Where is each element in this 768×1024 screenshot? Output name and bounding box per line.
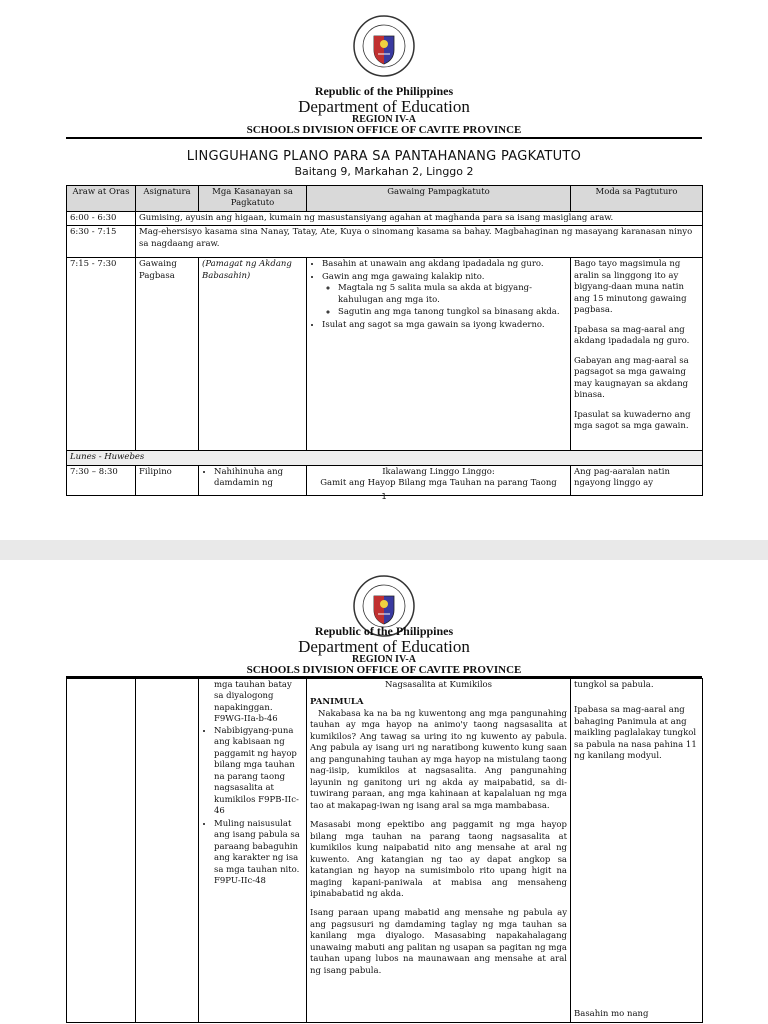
row-skill	[199, 465, 307, 495]
row-activities	[307, 258, 571, 451]
header-rule	[66, 137, 702, 139]
header-mode: Moda sa Pagtuturo	[571, 186, 703, 212]
region-label: REGION IV-A	[352, 654, 416, 665]
skill-continued: mga tauhan batay sa diyalogong napakinggan. F9WG-IIa-b-46	[214, 680, 292, 725]
mode-paragraph: Basahin mo nang	[574, 1008, 649, 1019]
mode-paragraph: Ipabasa sa mag-aaral ang bahaging Panimula at ang maikling paglalakay tungkol sa pabula na nasa pahina 11 ng kanilang modyul.	[574, 705, 697, 762]
mode-paragraph: Ipasulat sa kuwaderno ang mga sagot sa mga gawain.	[574, 409, 691, 432]
lesson-paragraph: Nakabasa ka na ba ng kuwentong ang mga pangunahing tauhan ay mga hayop na animo'y taong nagsasalita at kumikilos? Ang tawag sa uring ito ng kuwento ay pabula. Ang pabula ay isang uri ng naratibong kuwento kung saan ang pangunahing tauhan ay mga hayop na mistulang taong nag-iisip, kumikilos at nagsasalita. Ang pangunahing layunin ng ganitong uri ng akda ay maipabatid, sa di-tuwirang paraan, ang mga kahinaan at kapalaluan ng mga tao at makapag-iwan ng isang aral sa mga mambabasa.	[310, 708, 567, 811]
mode-paragraph: Ipabasa sa mag-aaral ang akdang ipadadala ng guro.	[574, 324, 690, 347]
mode-paragraph: Gabayan ang mag-aaral sa pagsagot sa mga gawaing may kaugnayan sa akdang binasa.	[574, 355, 689, 401]
department-title: Department of Education	[298, 97, 470, 116]
lesson-paragraph: Isang paraan upang mabatid ang mensahe ng pabula ay ang pagsusuri ng damdaming taglay ng mga tauhan sa kanilang mga diyalogo. Masasabing napakahalagang unawaing mabuti ang palitan ng usapan sa pagitan ng mga tauhan upang lubos na maunawaan ang mensahe at aral ng isang pabula.	[310, 908, 567, 976]
deped-seal-icon	[352, 14, 416, 78]
week-heading: Ikalawang Linggo Linggo:	[382, 466, 495, 477]
list-item: • Nabibigyang-puna ang kabisaan ng paggamit ng hayop bilang mga tauhan na parang taong nagsasalita at kumikilos F9PB-IIc-46	[214, 726, 303, 818]
division-label: SCHOOLS DIVISION OFFICE OF CAVITE PROVINCE	[246, 664, 522, 676]
row-time	[67, 679, 136, 1023]
table-row	[67, 679, 703, 1023]
division-label: SCHOOLS DIVISION OFFICE OF CAVITE PROVINCE	[246, 124, 522, 136]
lesson-heading: Gamit ang Hayop Bilang mga Tauhan na parang Taong	[320, 478, 557, 489]
plan-subtitle: Baitang 9, Markahan 2, Linggo 2	[294, 165, 474, 178]
page-gap	[0, 540, 768, 560]
republic-label: Republic of the Philippines	[314, 84, 454, 98]
row-mode	[571, 258, 703, 451]
row-activities	[307, 679, 571, 1023]
table-header-row	[67, 186, 703, 212]
table-row	[67, 211, 703, 225]
weekly-plan-table	[66, 185, 703, 496]
weekly-plan-table-continued	[66, 678, 703, 1023]
table-row	[67, 465, 703, 495]
table-row	[67, 258, 703, 451]
row-mode: Ang pag-aaralan natin ngayong linggo ay	[571, 465, 703, 495]
lesson-paragraph: Masasabi mong epektibo ang paggamit ng mga hayop bilang mga tauhan na parang taong nagsasalita at kumikilos kung naipabatid nito ang mensahe at aral ng kuwento. Ang katangian ng tao ay dapat angkop sa katangian ng hayop na sumisimbolo rito upang higit na maging kapani-paniwala at mabisa ang mensaheng ipinababatid ng akda.	[310, 820, 567, 899]
header-subject: Asignatura	[136, 186, 199, 212]
table-row	[67, 226, 703, 258]
row-skill	[199, 258, 307, 451]
list-item: • Basahin at unawain ang akdang ipadadala ng guro.	[322, 259, 567, 270]
row-time: 6:00 - 6:30	[67, 211, 136, 225]
row-routine: Mag-ehersisyo kasama sina Nanay, Tatay, Ate, Kuya o sinomang kasama sa bahay. Magbahaginan ng masayang karanasan ninyo sa nagdaang araw.	[136, 226, 703, 258]
days-row	[67, 451, 703, 465]
list-item: • Muling naisusulat ang isang pabula sa paraang babaguhin ang karakter ng isa sa mga tauhan nito. F9PU-IIc-48	[214, 819, 303, 888]
header-time: Araw at Oras	[67, 186, 136, 212]
list-item	[322, 272, 567, 319]
list-item: • Nahihinuha ang damdamin ng	[214, 467, 303, 490]
row-skill	[199, 679, 307, 1023]
row-time: 7:30 – 8:30	[67, 465, 136, 495]
panimula-heading: PANIMULA	[310, 697, 364, 708]
header-skills: Mga Kasanayan sa Pagkatuto	[199, 186, 307, 212]
list-item-text: Gawin ang mga gawaing kalakip nito.	[322, 271, 485, 282]
document-page-2	[0, 560, 768, 1024]
sub-list-item: ◦ Sagutin ang mga tanong tungkol sa binasang akda.	[338, 307, 567, 318]
row-subject: Filipino	[136, 465, 199, 495]
row-routine: Gumising, ayusin ang higaan, kumain ng masustansiyang agahan at maghanda para sa isang masiglang araw.	[136, 211, 703, 225]
sub-list-item: ◦ Magtala ng 5 salita mula sa akda at bigyang-kahulugan ang mga ito.	[338, 283, 567, 306]
lesson-subheading: Nagsasalita at Kumikilos	[384, 680, 493, 690]
mode-paragraph: tungkol sa pabula.	[574, 680, 654, 690]
mode-paragraph: Bago tayo magsimula ng aralin sa linggong ito ay bigyang-daan muna natin ang 15 minutong gawaing pagbasa.	[574, 259, 687, 316]
row-activities	[307, 465, 571, 495]
days-label: Lunes - Huwebes	[67, 451, 703, 465]
republic-label: Republic of the Philippines	[314, 624, 454, 638]
list-item: • Isulat ang sagot sa mga gawain sa iyong kwaderno.	[322, 320, 567, 331]
department-title: Department of Education	[298, 637, 470, 656]
row-subject	[136, 679, 199, 1023]
row-time: 7:15 - 7:30	[67, 258, 136, 451]
reading-title-placeholder: (Pamagat ng Akdang Babasahin)	[202, 259, 292, 281]
page-number: 1	[381, 492, 387, 501]
row-time: 6:30 - 7:15	[67, 226, 136, 258]
row-mode	[571, 679, 703, 1023]
row-subject: Gawaing Pagbasa	[136, 258, 199, 451]
header-activities: Gawaing Pampagkatuto	[307, 186, 571, 212]
plan-title: LINGGUHANG PLANO PARA SA PANTAHANANG PAGKATUTO	[186, 149, 582, 164]
region-label: REGION IV-A	[352, 114, 416, 125]
